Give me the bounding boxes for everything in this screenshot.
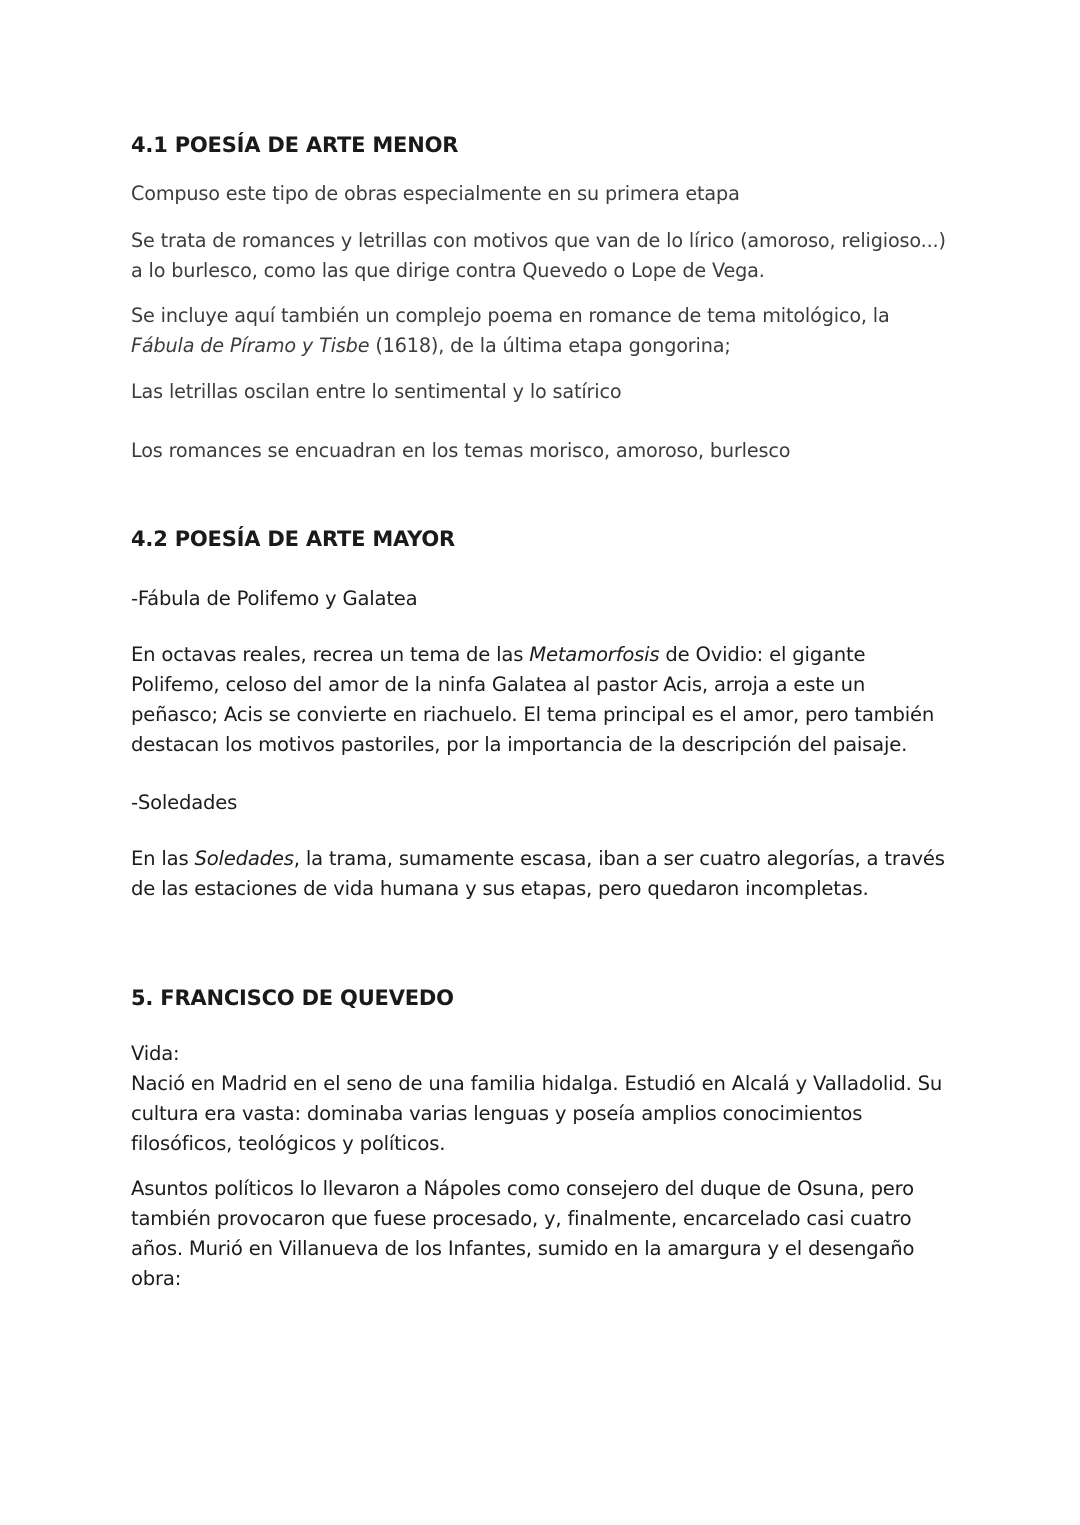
text-segment: En las [131, 847, 195, 870]
heading-arte-menor: 4.1 POESÍA DE ARTE MENOR [131, 133, 459, 157]
text-segment: (1618), de la última etapa gongorina; [369, 334, 731, 357]
text-segment: , la trama, sumamente escasa, iban a ser cuatro alegorías, a través de las estaciones de vida humana y sus etapas, pero quedaron incompletas. [131, 847, 945, 900]
work-title-italic: Metamorfosis [529, 643, 660, 666]
paragraph-napoles-block [131, 1174, 951, 1294]
heading-arte-mayor: 4.2 POESÍA DE ARTE MAYOR [131, 527, 455, 551]
paragraph-polifemo [131, 640, 951, 760]
paragraph-piramo-tisbe [131, 301, 951, 361]
paragraph-primera-etapa: Compuso este tipo de obras especialmente en su primera etapa [131, 182, 740, 205]
work-title-italic: Fábula de Píramo y Tisbe [131, 334, 370, 357]
work-title-soledades: -Soledades [131, 791, 238, 814]
biography-block [131, 1039, 951, 1159]
paragraph-romances-temas: Los romances se encuadran en los temas morisco, amoroso, burlesco [131, 439, 791, 462]
obra-label: obra: [131, 1267, 182, 1290]
work-title-italic: Soledades [194, 847, 294, 870]
text-segment: Se incluye aquí también un complejo poema en romance de tema mitológico, la [131, 304, 890, 327]
work-title-polifemo: -Fábula de Polifemo y Galatea [131, 587, 418, 610]
paragraph-romances-letrillas: Se trata de romances y letrillas con motivos que van de lo lírico (amoroso, religioso...) a lo burlesco, como las que dirige contra Quevedo o Lope de Vega. [131, 229, 946, 282]
text-segment: de Ovidio: el gigante Polifemo, celoso del amor de la ninfa Galatea al pastor Acis, arroja a este un peñasco; Acis se convierte en riachuelo. El tema principal es el amor, pero también destacan los motivos pastoriles, por la importancia de la descripción del paisaje. [131, 643, 935, 756]
paragraph-letrillas: Las letrillas oscilan entre lo sentimental y lo satírico [131, 380, 622, 403]
paragraph-nacimiento: Nació en Madrid en el seno de una familia hidalga. Estudió en Alcalá y Valladolid. Su cultura era vasta: dominaba varias lenguas y poseía amplios conocimientos filosóficos, teológicos y políticos. [131, 1072, 943, 1155]
paragraph-soledades [131, 844, 951, 904]
vida-label: Vida: [131, 1042, 180, 1065]
text-segment: En octavas reales, recrea un tema de las [131, 643, 530, 666]
paragraph-napoles: Asuntos políticos lo llevaron a Nápoles como consejero del duque de Osuna, pero también provocaron que fuese procesado, y, finalmente, encarcelado casi cuatro años. Murió en Villanueva de los Infantes, sumido en la amargura y el desengaño [131, 1177, 915, 1260]
heading-quevedo: 5. FRANCISCO DE QUEVEDO [131, 986, 454, 1010]
